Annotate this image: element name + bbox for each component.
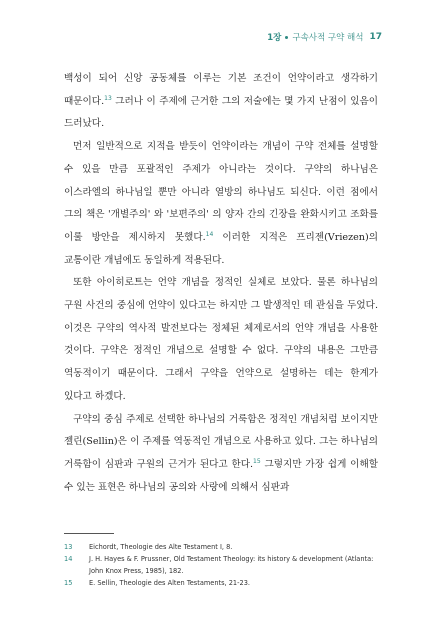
paragraph-text-cont: 그렇지만 가장 쉽게 이해할 수 있는 표현은 하나님의 공의와 사랑에 의해서 심판과 [64, 458, 378, 493]
footnotes [64, 541, 384, 589]
paragraph-text-cont: 그러나 이 주제에 근거한 그의 저술에는 몇 가지 난점이 있음이 드러났다. [64, 95, 378, 130]
footnote-13 [64, 541, 384, 553]
footnote-ref-15[interactable]: 15 [253, 457, 261, 465]
footnote-divider [64, 533, 114, 534]
footnote-ref-14[interactable]: 14 [205, 230, 214, 238]
paragraph-text: 또한 아이히로트는 언약 개념을 정적인 실체로 보았다. 물론 하나님의 구원 사건의 중심에 언약이 있다고는 하지만 그 발생적인 데 관심을 두었다. 이것은 구약의 역사적 발전보다는 정체된 체제로서의 언약 개념을 사용한 것이다. 구약은 정적인 개념으로 설명할 수 없다. 구약의 내용은 그만큼 역동적이기 때문이다. 그래서 구약을 언약으로 설명하는 데는 한계가 있다고 하겠다. [64, 277, 378, 402]
paragraph-text: 구약의 중심 주제로 선택한 하나님의 거룩함은 정적인 개념처럼 보이지만 젤린(Sellin)은 이 주제를 역동적인 개념으로 사용하고 있다. 그는 하나님의 거룩함이 심판과 구원의 근거가 된다고 한다. [64, 413, 378, 470]
footnote-text: J. H. Hayes & F. Prussner, Old Testament Theology: its history & development (Atlanta: John Knox Press, 1985), 182. [89, 555, 374, 575]
paragraph-text: 백성이 되어 신앙 공동체를 이루는 기본 조건이 언약이라고 생각하기 때문이다. [64, 73, 378, 107]
chapter-label: 1장 [267, 33, 282, 43]
paragraph-4 [64, 409, 378, 500]
running-title: 구속사적 구약 해석 [292, 33, 364, 43]
footnote-text: E. Sellin, Theologie des Alten Testaments, 21-23. [89, 579, 250, 587]
paragraph-text-cont: 이러한 지적은 프리젠(Vriezen)의 교통이란 개념에도 동일하게 적용된다. [64, 231, 378, 266]
footnote-text: Eichordt, Theologie des Alte Testament I, 8. [89, 543, 233, 551]
footnote-14 [64, 553, 384, 577]
separator-dot-icon [285, 36, 288, 39]
paragraph-text: 먼저 일반적으로 지적을 받듯이 언약이라는 개념이 구약 전체를 설명할 수 있을 만큼 포괄적인 주제가 아니라는 것이다. 구약의 하나님은 이스라엘의 하나님일 뿐만 아니라 열방의 하나님도 되신다. 이런 점에서 그의 책은 '개별주의' 와 '보편주의' 의 양자 간의 긴장을 완화시키고 조화를 이룰 방안을 제시하지 못했다. [64, 141, 378, 243]
body-text [64, 68, 378, 499]
paragraph-1 [64, 68, 378, 136]
footnote-15 [64, 577, 384, 589]
paragraph-2 [64, 136, 378, 272]
footnote-ref-13[interactable]: 13 [104, 94, 112, 102]
page-number: 17 [369, 32, 382, 42]
footnote-number: 15 [64, 579, 73, 587]
footnote-number: 13 [64, 543, 73, 551]
footnote-number: 14 [64, 555, 73, 563]
running-header [267, 31, 382, 43]
paragraph-3 [64, 272, 378, 408]
